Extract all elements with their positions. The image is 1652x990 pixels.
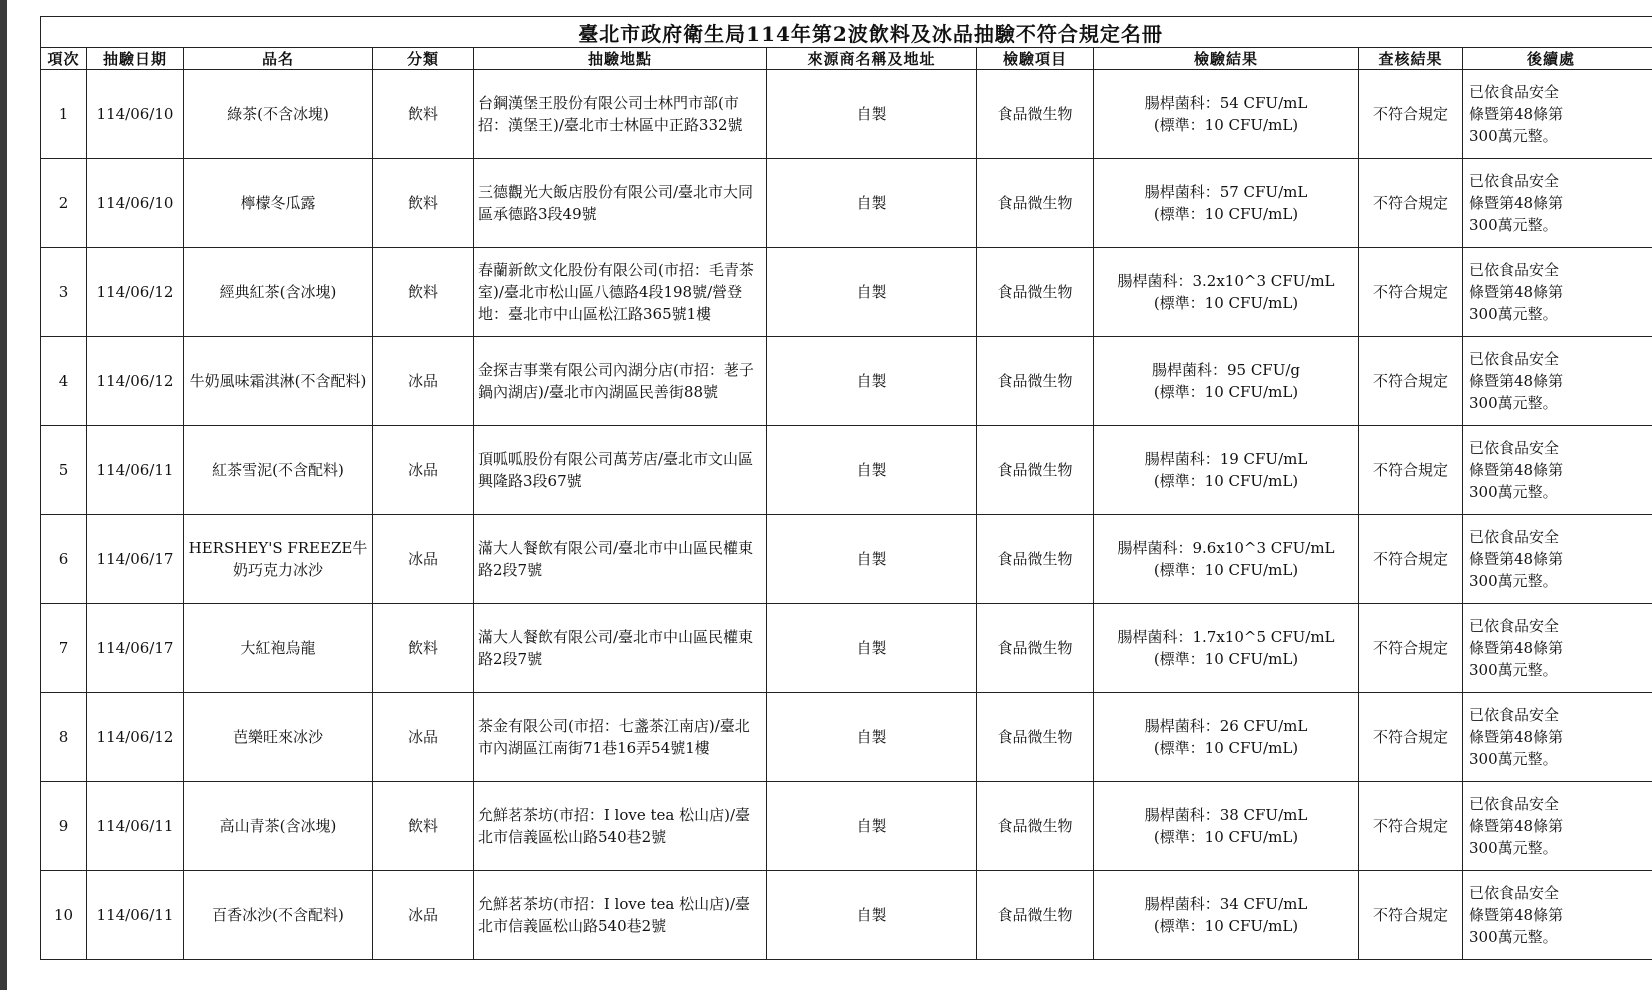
table-row [41, 871, 1652, 960]
cell-test-item: 食品微生物 [977, 159, 1094, 248]
cell-test-item: 食品微生物 [977, 604, 1094, 693]
cell-category: 冰品 [373, 337, 474, 426]
cell-date: 114/06/11 [87, 871, 184, 960]
cell-audit-result: 不符合規定 [1359, 70, 1463, 159]
cell-category: 冰品 [373, 515, 474, 604]
cell-category: 冰品 [373, 426, 474, 515]
cell-no: 6 [41, 515, 87, 604]
followup-line: 條暨第48條第 [1469, 372, 1564, 390]
cell-date: 114/06/11 [87, 426, 184, 515]
cell-test-result [1094, 515, 1359, 604]
cell-location: 滿大人餐飲有限公司/臺北市中山區民權東路2段7號 [474, 604, 767, 693]
cell-category: 冰品 [373, 871, 474, 960]
followup-line: 300萬元整。 [1469, 661, 1558, 679]
cell-date: 114/06/17 [87, 515, 184, 604]
cell-followup [1463, 248, 1652, 337]
table-row [41, 426, 1652, 515]
cell-audit-result: 不符合規定 [1359, 248, 1463, 337]
cell-followup [1463, 337, 1652, 426]
cell-test-item: 食品微生物 [977, 70, 1094, 159]
cell-product-name: 高山青茶(含冰塊) [184, 782, 373, 871]
followup-line: 已依食品安全 [1469, 528, 1560, 546]
cell-product-name: 經典紅茶(含冰塊) [184, 248, 373, 337]
cell-test-item: 食品微生物 [977, 871, 1094, 960]
cell-test-result [1094, 159, 1359, 248]
viewer-edge [0, 0, 7, 990]
column-header-product: 品名 [184, 48, 373, 70]
followup-line: 300萬元整。 [1469, 394, 1558, 412]
cell-product-name: 紅茶雪泥(不含配料) [184, 426, 373, 515]
followup-line: 條暨第48條第 [1469, 728, 1564, 746]
cell-test-item: 食品微生物 [977, 782, 1094, 871]
followup-line: 條暨第48條第 [1469, 906, 1564, 924]
followup-line: 已依食品安全 [1469, 795, 1560, 813]
followup-line: 已依食品安全 [1469, 439, 1560, 457]
result-value: 腸桿菌科：9.6x10^3 CFU/mL [1117, 539, 1335, 557]
cell-category: 飲料 [373, 782, 474, 871]
cell-followup [1463, 515, 1652, 604]
cell-source: 自製 [767, 426, 977, 515]
cell-date: 114/06/10 [87, 159, 184, 248]
result-value: 腸桿菌科：57 CFU/mL [1144, 183, 1308, 201]
cell-category: 飲料 [373, 159, 474, 248]
followup-line: 300萬元整。 [1469, 928, 1558, 946]
cell-audit-result: 不符合規定 [1359, 782, 1463, 871]
table-body [41, 70, 1652, 960]
result-standard: (標準：10 CFU/mL) [1153, 650, 1299, 668]
result-value: 腸桿菌科：1.7x10^5 CFU/mL [1117, 628, 1335, 646]
cell-followup [1463, 782, 1652, 871]
table-row [41, 337, 1652, 426]
followup-line: 300萬元整。 [1469, 839, 1558, 857]
cell-location: 春蘭新飲文化股份有限公司(市招：毛青茶室)/臺北市松山區八德路4段198號/營登地：臺北市中山區松江路365號1樓 [474, 248, 767, 337]
result-standard: (標準：10 CFU/mL) [1153, 294, 1299, 312]
cell-date: 114/06/11 [87, 782, 184, 871]
result-value: 腸桿菌科：3.2x10^3 CFU/mL [1117, 272, 1335, 290]
result-standard: (標準：10 CFU/mL) [1153, 383, 1299, 401]
followup-line: 條暨第48條第 [1469, 105, 1564, 123]
cell-followup [1463, 871, 1652, 960]
column-header-category: 分類 [373, 48, 474, 70]
followup-line: 已依食品安全 [1469, 350, 1560, 368]
result-value: 腸桿菌科：54 CFU/mL [1144, 94, 1308, 112]
followup-line: 條暨第48條第 [1469, 283, 1564, 301]
cell-followup [1463, 159, 1652, 248]
cell-location: 茶金有限公司(市招：七盞茶江南店)/臺北市內湖區江南街71巷16弄54號1樓 [474, 693, 767, 782]
cell-location: 允鮮茗茶坊(市招：I love tea 松山店)/臺北市信義區松山路540巷2號 [474, 871, 767, 960]
cell-location: 台鋼漢堡王股份有限公司士林門市部(市招：漢堡王)/臺北市士林區中正路332號 [474, 70, 767, 159]
cell-no: 8 [41, 693, 87, 782]
cell-category: 冰品 [373, 693, 474, 782]
cell-test-item: 食品微生物 [977, 337, 1094, 426]
followup-line: 已依食品安全 [1469, 617, 1560, 635]
table-row [41, 248, 1652, 337]
cell-date: 114/06/12 [87, 248, 184, 337]
cell-category: 飲料 [373, 248, 474, 337]
cell-no: 9 [41, 782, 87, 871]
cell-test-item: 食品微生物 [977, 693, 1094, 782]
column-header-source: 來源商名稱及地址 [767, 48, 977, 70]
table-row [41, 159, 1652, 248]
result-standard: (標準：10 CFU/mL) [1153, 472, 1299, 490]
followup-line: 已依食品安全 [1469, 884, 1560, 902]
table-header-row [41, 48, 1652, 70]
cell-date: 114/06/17 [87, 604, 184, 693]
result-value: 腸桿菌科：26 CFU/mL [1144, 717, 1308, 735]
followup-line: 已依食品安全 [1469, 172, 1560, 190]
cell-followup [1463, 693, 1652, 782]
cell-date: 114/06/10 [87, 70, 184, 159]
followup-line: 已依食品安全 [1469, 261, 1560, 279]
cell-followup [1463, 604, 1652, 693]
document-title: 臺北市政府衛生局114年第2波飲料及冰品抽驗不符合規定名冊 [41, 17, 1652, 48]
cell-category: 飲料 [373, 604, 474, 693]
result-value: 腸桿菌科：95 CFU/g [1151, 361, 1301, 379]
column-header-no: 項次 [41, 48, 87, 70]
cell-no: 4 [41, 337, 87, 426]
cell-product-name: 芭樂旺來冰沙 [184, 693, 373, 782]
cell-no: 1 [41, 70, 87, 159]
cell-followup [1463, 70, 1652, 159]
followup-line: 300萬元整。 [1469, 216, 1558, 234]
cell-location: 金探吉事業有限公司內湖分店(市招：荖子鍋內湖店)/臺北市內湖區民善街88號 [474, 337, 767, 426]
cell-test-result [1094, 871, 1359, 960]
result-value: 腸桿菌科：34 CFU/mL [1144, 895, 1308, 913]
followup-line: 條暨第48條第 [1469, 550, 1564, 568]
followup-line: 條暨第48條第 [1469, 461, 1564, 479]
cell-source: 自製 [767, 871, 977, 960]
cell-location: 允鮮茗茶坊(市招：I love tea 松山店)/臺北市信義區松山路540巷2號 [474, 782, 767, 871]
noncompliance-table [40, 16, 1652, 960]
cell-date: 114/06/12 [87, 337, 184, 426]
cell-no: 7 [41, 604, 87, 693]
cell-source: 自製 [767, 782, 977, 871]
cell-followup [1463, 426, 1652, 515]
cell-source: 自製 [767, 159, 977, 248]
column-header-followup: 後續處 [1463, 48, 1652, 70]
cell-test-item: 食品微生物 [977, 248, 1094, 337]
table-row [41, 604, 1652, 693]
table-row [41, 70, 1652, 159]
cell-product-name: 綠茶(不含冰塊) [184, 70, 373, 159]
cell-audit-result: 不符合規定 [1359, 515, 1463, 604]
column-header-test-result: 檢驗結果 [1094, 48, 1359, 70]
result-standard: (標準：10 CFU/mL) [1153, 116, 1299, 134]
cell-audit-result: 不符合規定 [1359, 159, 1463, 248]
column-header-date: 抽驗日期 [87, 48, 184, 70]
result-standard: (標準：10 CFU/mL) [1153, 917, 1299, 935]
cell-test-result [1094, 248, 1359, 337]
followup-line: 300萬元整。 [1469, 750, 1558, 768]
cell-test-result [1094, 426, 1359, 515]
cell-no: 10 [41, 871, 87, 960]
followup-line: 300萬元整。 [1469, 483, 1558, 501]
cell-test-item: 食品微生物 [977, 426, 1094, 515]
cell-location: 頂呱呱股份有限公司萬芳店/臺北市文山區興隆路3段67號 [474, 426, 767, 515]
cell-no: 5 [41, 426, 87, 515]
cell-source: 自製 [767, 693, 977, 782]
cell-test-result [1094, 604, 1359, 693]
result-standard: (標準：10 CFU/mL) [1153, 205, 1299, 223]
table-row [41, 782, 1652, 871]
cell-source: 自製 [767, 515, 977, 604]
column-header-test-item: 檢驗項目 [977, 48, 1094, 70]
followup-line: 已依食品安全 [1469, 83, 1560, 101]
cell-source: 自製 [767, 70, 977, 159]
cell-test-result [1094, 337, 1359, 426]
followup-line: 300萬元整。 [1469, 127, 1558, 145]
cell-date: 114/06/12 [87, 693, 184, 782]
cell-product-name: HERSHEY'S FREEZE牛奶巧克力冰沙 [184, 515, 373, 604]
cell-audit-result: 不符合規定 [1359, 337, 1463, 426]
column-header-location: 抽驗地點 [474, 48, 767, 70]
followup-line: 300萬元整。 [1469, 305, 1558, 323]
followup-line: 條暨第48條第 [1469, 194, 1564, 212]
cell-source: 自製 [767, 337, 977, 426]
cell-audit-result: 不符合規定 [1359, 871, 1463, 960]
cell-test-result [1094, 782, 1359, 871]
cell-test-result [1094, 693, 1359, 782]
cell-source: 自製 [767, 604, 977, 693]
followup-line: 300萬元整。 [1469, 572, 1558, 590]
cell-location: 滿大人餐飲有限公司/臺北市中山區民權東路2段7號 [474, 515, 767, 604]
document-sheet [40, 16, 1652, 966]
cell-no: 2 [41, 159, 87, 248]
result-value: 腸桿菌科：19 CFU/mL [1144, 450, 1308, 468]
table-row [41, 515, 1652, 604]
cell-audit-result: 不符合規定 [1359, 604, 1463, 693]
cell-audit-result: 不符合規定 [1359, 693, 1463, 782]
followup-line: 已依食品安全 [1469, 706, 1560, 724]
cell-audit-result: 不符合規定 [1359, 426, 1463, 515]
result-standard: (標準：10 CFU/mL) [1153, 561, 1299, 579]
cell-product-name: 檸檬冬瓜露 [184, 159, 373, 248]
cell-test-item: 食品微生物 [977, 515, 1094, 604]
result-standard: (標準：10 CFU/mL) [1153, 828, 1299, 846]
cell-source: 自製 [767, 248, 977, 337]
result-standard: (標準：10 CFU/mL) [1153, 739, 1299, 757]
cell-test-result [1094, 70, 1359, 159]
cell-location: 三德觀光大飯店股份有限公司/臺北市大同區承德路3段49號 [474, 159, 767, 248]
result-value: 腸桿菌科：38 CFU/mL [1144, 806, 1308, 824]
cell-product-name: 百香冰沙(不含配料) [184, 871, 373, 960]
table-row [41, 693, 1652, 782]
followup-line: 條暨第48條第 [1469, 817, 1564, 835]
cell-no: 3 [41, 248, 87, 337]
followup-line: 條暨第48條第 [1469, 639, 1564, 657]
cell-category: 飲料 [373, 70, 474, 159]
column-header-audit-result: 查核結果 [1359, 48, 1463, 70]
cell-product-name: 大紅袍烏龍 [184, 604, 373, 693]
cell-product-name: 牛奶風味霜淇淋(不含配料) [184, 337, 373, 426]
